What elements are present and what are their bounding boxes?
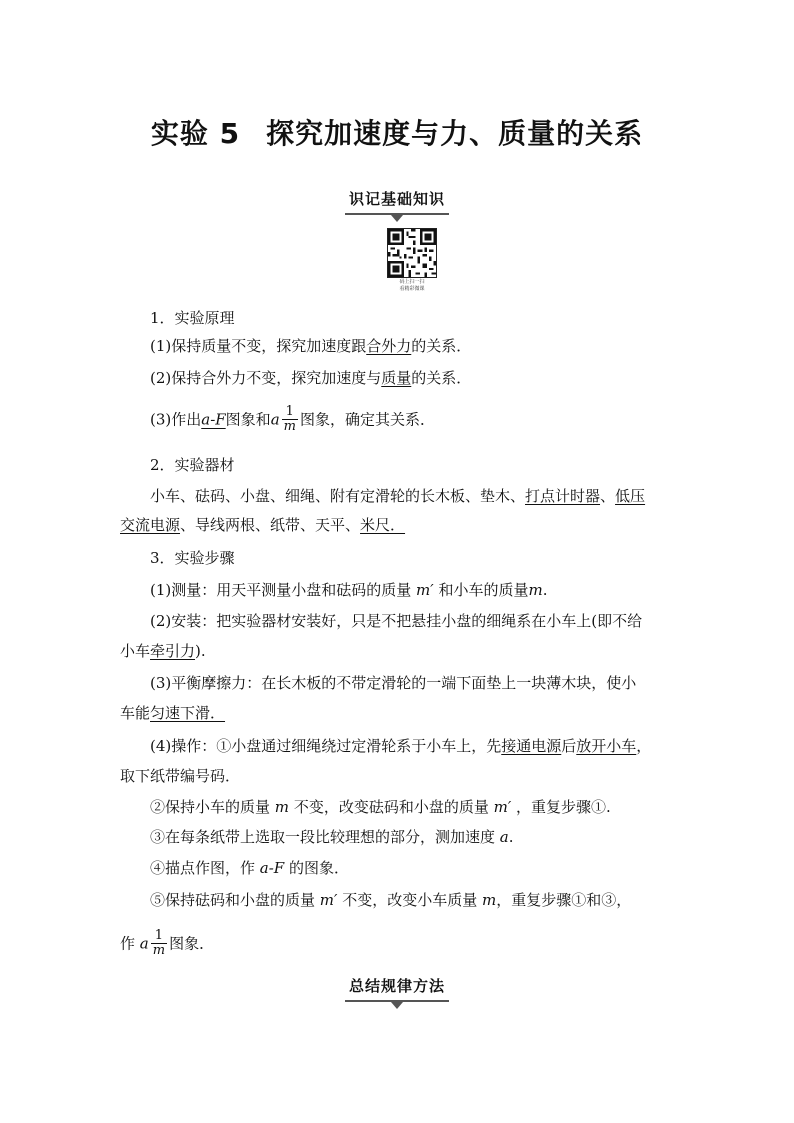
page-title — [0, 112, 794, 152]
step-sub-4: ④描点作图，作 a-F 的图象． — [150, 859, 350, 877]
section-heading-principle: 1．实验原理 — [150, 309, 235, 327]
qr-code-block[interactable] — [386, 228, 438, 293]
step-3-friction-line-2: 车能匀速下滑． — [120, 704, 226, 722]
title-main: 探究加速度与力、质量的关系 — [266, 117, 644, 150]
banner-arrow-icon — [391, 215, 403, 222]
section-heading-equipment: 2．实验器材 — [150, 456, 235, 474]
section-banner-basics — [0, 188, 794, 215]
step-2-setup-line-1: (2)安装：把实验器材安装好，只是不把悬挂小盘的细绳系在小车上(即不给 — [150, 612, 643, 630]
step-sub-3: ③在每条纸带上选取一段比较理想的部分，测加速度 a. — [150, 828, 514, 846]
fraction-1-over-m: $\frac{1}{m}$ — [283, 404, 296, 434]
principle-item-2: (2)保持合外力不变，探究加速度与质量的关系． — [150, 369, 472, 387]
section-heading-procedure: 3．实验步骤 — [150, 549, 235, 567]
step-4-operate-line-1: (4)操作：①小盘通过细绳绕过定滑轮系于小车上，先接通电源后放开小车， — [150, 737, 652, 755]
equipment-line-1: 小车、砝码、小盘、细绳、附有定滑轮的长木板、垫木、打点计时器、低压 — [150, 487, 646, 505]
step-sub-2: ②保持小车的质量 m 不变，改变砝码和小盘的质量 m′ ，重复步骤①. — [150, 798, 611, 816]
equipment-line-2: 交流电源、导线两根、纸带、天平、米尺． — [120, 516, 406, 534]
step-1-measure: (1)测量：用天平测量小盘和砝码的质量 m′ 和小车的质量m. — [150, 581, 548, 599]
title-prefix: 实验 5 — [150, 117, 241, 150]
step-4-operate-line-2: 取下纸带编号码． — [120, 767, 241, 785]
step-2-setup-line-2: 小车牵引力). — [120, 642, 206, 660]
step-sub-5-line-1: ⑤保持砝码和小盘的质量 m′ 不变，改变小车质量 m，重复步骤①和③， — [150, 891, 632, 909]
step-sub-5-line-2: 作 a $\frac{1}{m}$ 图象． — [120, 928, 215, 958]
principle-item-1: (1)保持质量不变，探究加速度跟合外力的关系． — [150, 337, 472, 355]
banner-label: 总结规律方法 — [345, 975, 449, 1002]
qr-caption: 码上扫一扫 看精彩微课 — [399, 279, 425, 292]
step-3-friction-line-1: (3)平衡摩擦力：在长木板的不带定滑轮的一端下面垫上一块薄木块，使小 — [150, 674, 637, 692]
banner-arrow-icon — [391, 1002, 403, 1009]
fraction-1-over-m: $\frac{1}{m}$ — [152, 928, 166, 958]
principle-item-3: (3)作出a-F图象和a $\frac{1}{m}$ 图象，确定其关系． — [150, 404, 435, 434]
qr-code-icon[interactable] — [387, 228, 437, 278]
section-banner-methods — [0, 975, 794, 1002]
banner-label: 识记基础知识 — [345, 188, 449, 215]
